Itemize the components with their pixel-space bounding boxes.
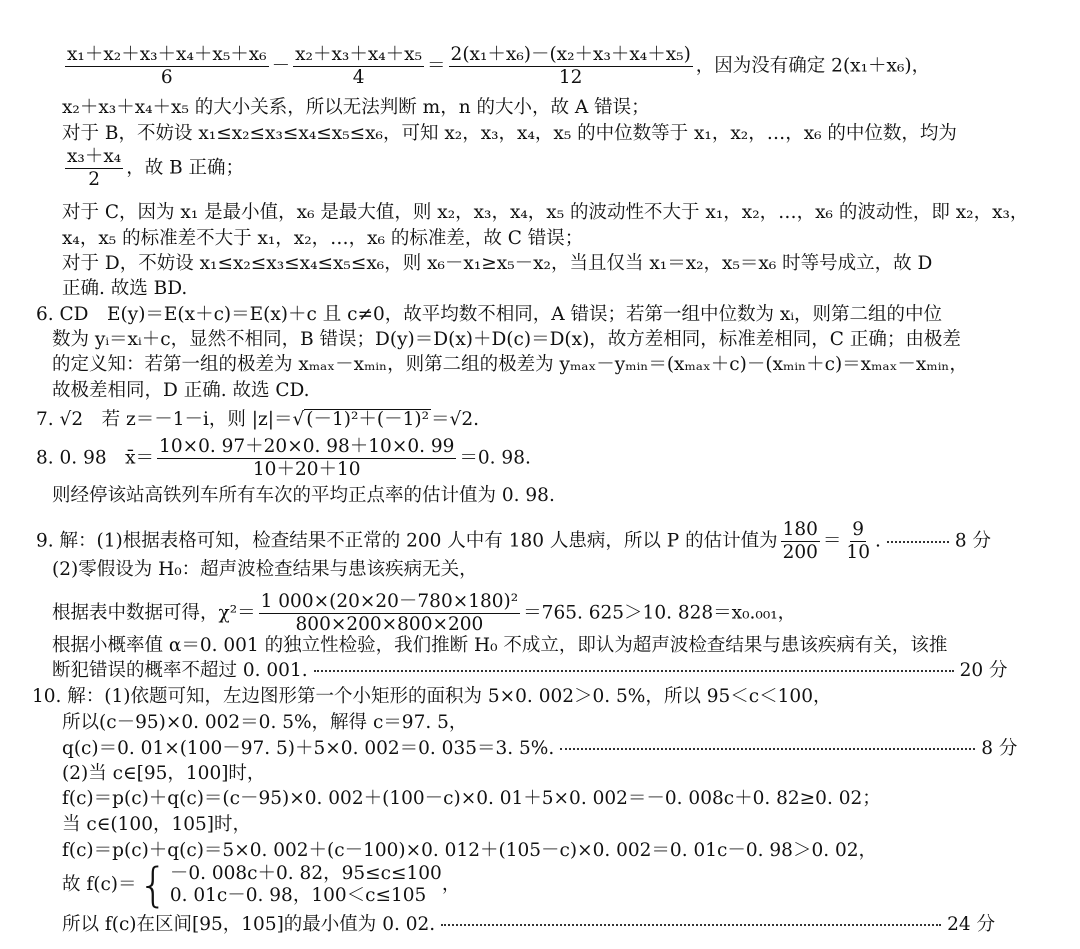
score-leader	[887, 541, 949, 543]
answer-10-line-4: (2)当 c∈[95，100]时，	[62, 763, 266, 784]
solution-line-5: 对于 C，因为 x₁ 是最小值，x₆ 是最大值，则 x₂，x₃，x₄，x₅ 的波动性不大于 x₁，x₂，…，x₆ 的波动性，即 x₂，x₃，	[62, 202, 1029, 223]
answer-6-line-2: 数为 yᵢ＝xᵢ＋c，显然不相同，B 错误；D(y)＝D(x)＋D(c)＝D(x)，故方差相同，标准差相同，C 正确；由极差	[52, 329, 961, 350]
answer-6-line-1: 6. CD E(y)＝E(x＋c)＝E(x)＋c 且 c≠0，故平均数不相同，A 错误；若第一组中位数为 xᵢ，则第二组的中位	[36, 304, 943, 325]
solution-line-6: x₄，x₅ 的标准差不大于 x₁，x₂，…，x₆ 的标准差，故 C 错误；	[62, 228, 584, 249]
solution-line-3: 对于 B，不妨设 x₁≤x₂≤x₃≤x₄≤x₅≤x₆，可知 x₂，x₃，x₄，x₅ 的中位数等于 x₁，x₂，…，x₆ 的中位数，均为	[62, 123, 957, 144]
answer-7: 7. √2 若 z＝－1－i，则 |z|＝√ (－1)²＋(－1)² ＝√2.	[36, 409, 479, 430]
answer-9-line-3: 根据表中数据可得，χ²＝ $\frac{\text{1 000×(20×20－780×180)²}}{800\times 200\times 800\times 200}$ ＝765. 625＞10. 828＝x₀.₀₀₁，	[52, 591, 797, 635]
answer-10-line-2: 所以(c－95)×0. 002＝0. 5%，解得 c＝97. 5，	[62, 712, 468, 733]
answer-10-conclusion: 所以 f(c)在区间[95，105]的最小值为 0. 02. 24 分	[62, 914, 996, 935]
fraction-9-10: $\frac{9}{10}$	[846, 519, 870, 563]
answer-10-piecewise: 故 f(c)＝{ －0. 008c＋0. 82，95≤c≤100 0. 01c－0. 98，100＜c≤105 ，	[62, 858, 461, 912]
answer-8-conclusion: 则经停该站高铁列车所有车次的平均正点率的估计值为 0. 98.	[52, 485, 555, 506]
piecewise-cases: －0. 008c＋0. 82，95≤c≤100 0. 01c－0. 98，100＜c≤105	[169, 863, 442, 906]
fraction-median: $\frac{\text{x₃＋x₄}}{2}$	[67, 146, 122, 190]
answer-10-line-6: 当 c∈(100，105]时，	[62, 814, 251, 835]
score-label: 8 分	[981, 738, 1018, 759]
solution-line-7: 对于 D，不妨设 x₁≤x₂≤x₃≤x₄≤x₅≤x₆，则 x₆－x₁≥x₅－x₂，当且仅当 x₁＝x₂，x₅＝x₆ 时等号成立，故 D	[62, 253, 933, 274]
score-label: 20 分	[959, 660, 1008, 681]
solution-line-4: $\frac{\text{x₃＋x₄}}{2}$ ，故 B 正确；	[67, 146, 245, 190]
answer-9-line-5: 断犯错误的概率不超过 0. 001. 20 分	[52, 660, 1008, 681]
solution-line-1: $\frac{\text{x₁＋x₂＋x₃＋x₄＋x₅＋x₆}}{6}$ － $\frac{\text{x₂＋x₃＋x₄＋x₅}}{4}$ ＝ $\frac{\text{2(x₁＋x₆)－(x₂＋x₃＋x₄＋x₅)}}{12}$ ，因为没有确定 2(x₁＋x₆)，	[67, 44, 931, 88]
fraction-mean-m: $\frac{\text{x₁＋x₂＋x₃＋x₄＋x₅＋x₆}}{6}$	[67, 44, 267, 88]
solution-line-2: x₂＋x₃＋x₄＋x₅ 的大小关系，所以无法判断 m，n 的大小，故 A 错误；	[62, 97, 650, 118]
answer-10-line-3: q(c)＝0. 01×(100－97. 5)＋5×0. 002＝0. 035＝3. 5%. 8 分	[62, 738, 1018, 759]
solution-line-8: 正确. 故选 BD.	[62, 278, 188, 299]
fraction-chi-square: $\frac{\text{1 000×(20×20－780×180)²}}{800\times 200\times 800\times 200}$	[260, 591, 519, 635]
score-label: 24 分	[947, 914, 996, 935]
answer-10-line-5: f(c)＝p(c)＋q(c)＝(c－95)×0. 002＋(100－c)×0. 01＋5×0. 002＝－0. 008c＋0. 82≥0. 02；	[62, 788, 881, 809]
fraction-average-rate: $\frac{10\times 0. 97+20\times 0. 98+10\times 0. 99}{10+20+10}$	[159, 436, 455, 480]
answer-10-line-1: 10. 解：(1)依题可知，左边图形第一个小矩形的面积为 5×0. 002＞0. 5%，所以 95＜c＜100，	[32, 686, 832, 707]
answer-6-line-3: 的定义知：若第一组的极差为 xₘₐₓ－xₘᵢₙ，则第二组的极差为 yₘₐₓ－yₘᵢₙ＝(xₘₐₓ＋c)－(xₘᵢₙ＋c)＝xₘₐₓ－xₘᵢₙ，	[52, 354, 968, 375]
answer-9-line-4: 根据小概率值 α＝0. 001 的独立性检验，我们推断 H₀ 不成立，即认为超声波检查结果与患该疾病有关，该推	[52, 635, 948, 656]
fraction-180-200: $\frac{180}{200}$	[782, 519, 818, 563]
sqrt-radicand: (－1)²＋(－1)²	[306, 409, 430, 430]
answer-8: 8. 0. 98 x̄＝ $\frac{10\times 0. 97+20\times 0. 98+10\times 0. 99}{10+20+10}$ ＝0. 98.	[36, 436, 531, 480]
fraction-mean-n: $\frac{\text{x₂＋x₃＋x₄＋x₅}}{4}$	[295, 44, 423, 88]
score-leader	[314, 670, 954, 672]
left-brace: {	[138, 858, 168, 912]
answer-9-line-2: (2)零假设为 H₀：超声波检查结果与患该疾病无关，	[52, 559, 478, 580]
answer-10-line-7: f(c)＝p(c)＋q(c)＝5×0. 002＋(c－100)×0. 012＋(105－c)×0. 002＝0. 01c－0. 98＞0. 02，	[62, 840, 878, 861]
answer-6-line-4: 故极差相同，D 正确. 故选 CD.	[52, 380, 310, 401]
score-leader	[441, 924, 941, 926]
fraction-difference: $\frac{\text{2(x₁＋x₆)－(x₂＋x₃＋x₄＋x₅)}}{12}$	[450, 44, 691, 88]
score-leader	[560, 748, 975, 750]
answer-9-line-1: 9. 解：(1)根据表格可知，检查结果不正常的 200 人中有 180 人患病，所以 P 的估计值为 $\frac{180}{200}$ ＝ $\frac{9}{10}$ . 8 分	[36, 519, 992, 563]
score-label: 8 分	[954, 530, 992, 552]
